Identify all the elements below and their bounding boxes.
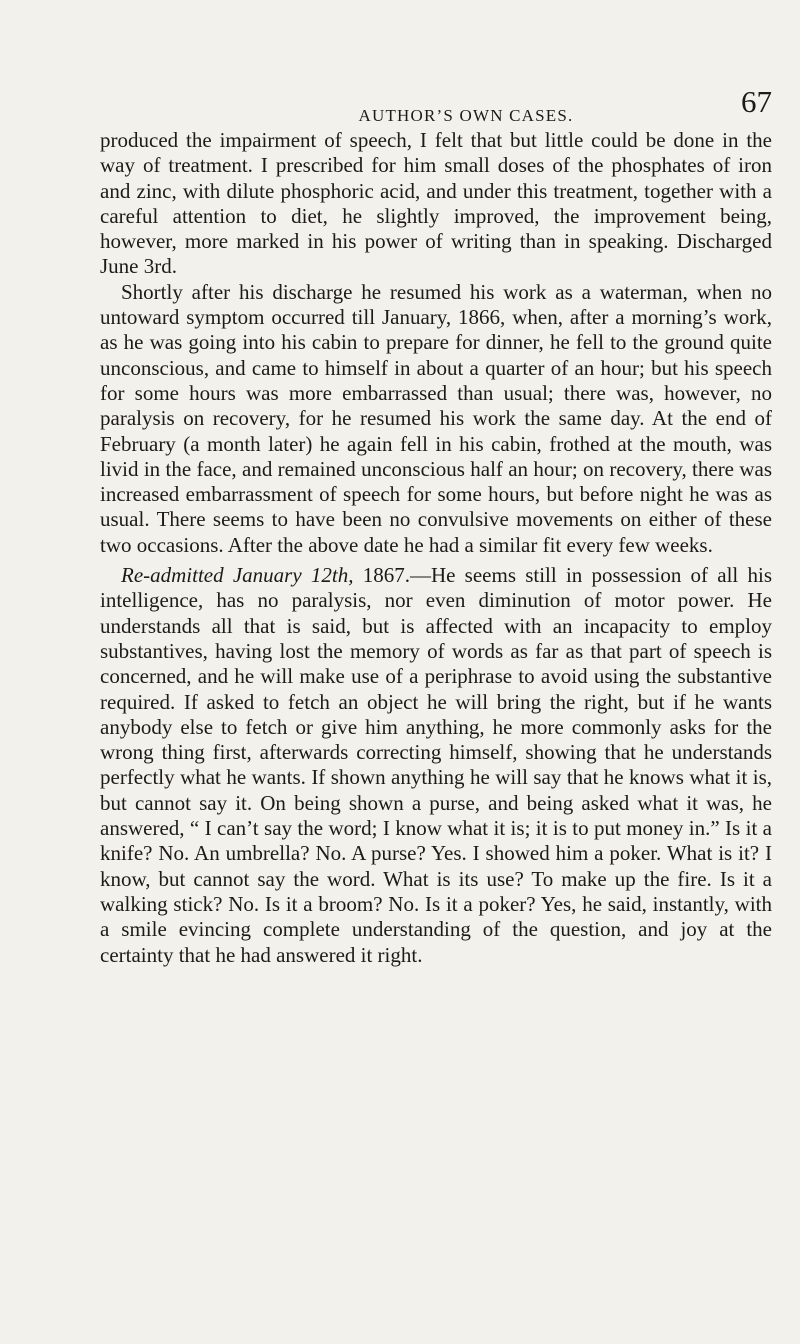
paragraph-3-text: 1867.—He seems still in possession of all his intelligence, has no paralysis, nor even diminution of motor power. He understands all that is said, but is affected with an incapacity to employ substantives, having lost the memory of words as far as that part of speech is concerned, and he will make use of a periphrase to avoid using the substantive required. If asked to fetch an object he will bring the right, but if he wants anybody else to fetch or give him anything, he more commonly asks for the wrong thing first, afterwards correcting himself, showing that he understands perfectly what he wants. If shown anything he will say that he knows what it is, but cannot say it. On being shown a purse, and being asked what it was, he answered, “ I can’t say the word; I know what it is; it is to put money in.” Is it a knife? No. An umbrella? No. A purse? Yes. I showed him a poker. What is it? I know, but cannot say the word. What is its use? To make up the fire. Is it a walking stick? No. Is it a broom? No. Is it a poker? Yes, he said, instantly, with a smile evincing complete understanding of the question, and joy at the certainty that he had answered it right.	[100, 563, 772, 967]
body-text	[100, 128, 772, 968]
running-title: AUTHOR’S OWN CASES.	[358, 106, 574, 125]
running-head	[160, 84, 772, 125]
readmission-heading: Re-admitted January 12th,	[121, 563, 354, 588]
paragraph-2: Shortly after his discharge he resumed his work as a waterman, when no untoward symptom occurred till January, 1866, when, after a morning’s work, as he was going into his cabin to prepare for dinner, he fell to the ground quite unconscious, and came to himself in about a quarter of an hour; but his speech for some hours was more embarrassed than usual; there was, however, no paralysis on recovery, for he resumed his work the same day. At the end of February (a month later) he again fell in his cabin, frothed at the mouth, was livid in the face, and remained unconscious half an hour; on recovery, there was increased embarrassment of speech for some hours, but before night he was as usual. There seems to have been no convulsive movements on either of these two occasions. After the above date he had a similar fit every few weeks.	[100, 279, 772, 557]
page-number: 67	[741, 84, 772, 119]
paragraph-1: produced the impairment of speech, I felt that but little could be done in the way of treatment. I prescribed for him small doses of the phosphates of iron and zinc, with dilute phosphoric acid, and under this treatment, together with a careful attention to diet, he slightly improved, the improvement being, however, more marked in his power of writing than in speaking. Discharged June 3rd.	[100, 128, 772, 279]
paragraph-3	[100, 563, 772, 968]
